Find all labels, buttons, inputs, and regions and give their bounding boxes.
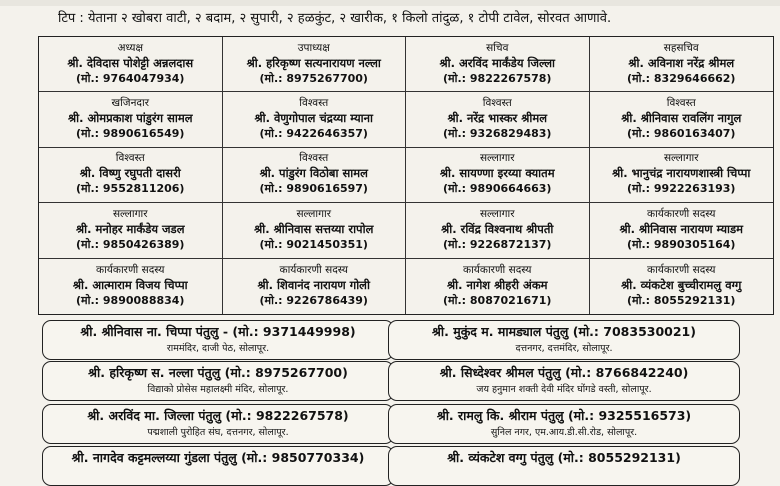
committee-name: श्री. विष्णु रघुपती दासरी	[79, 166, 181, 181]
priest-box	[42, 404, 394, 444]
priest-box	[388, 446, 740, 486]
committee-name: श्री. श्रीनिवास नारायण म्याडम	[619, 221, 744, 236]
committee-table	[38, 36, 774, 315]
priest-name-phone: श्री. सिध्देश्वर श्रीमल पंतुलु (मो.: 8766842240)	[439, 365, 689, 380]
committee-name: श्री. देविदास पोशेट्टी अन्नलदास	[67, 55, 194, 70]
priest-address: सुनिल नगर, एम.आय.डी.सी.रोड, सोलापूर.	[490, 427, 638, 438]
committee-phone: (मो.: 9021450351)	[259, 237, 368, 251]
committee-phone: (मो.: 9326829483)	[443, 127, 552, 141]
committee-cell	[590, 92, 774, 147]
priest-box	[388, 404, 740, 444]
priest-box	[388, 361, 740, 401]
committee-cell	[39, 92, 223, 147]
committee-phone: (मो.: 9922263193)	[627, 182, 736, 196]
committee-phone: (मो.: 8087021671)	[443, 293, 552, 307]
committee-cell	[406, 203, 590, 258]
committee-name: श्री. आत्माराम विजय चिप्पा	[72, 277, 188, 292]
committee-name: श्री. रविंद्र विश्वनाथ श्रीपती	[441, 221, 554, 236]
committee-role: सल्लागार	[479, 207, 515, 220]
committee-phone: (मो.: 9226786439)	[259, 293, 368, 307]
committee-phone: (मो.: 9764047934)	[76, 71, 185, 85]
instructions-note: टिप : येताना २ खोबरा वाटी, २ बदाम, २ सुपारी, २ हळकुंट, २ खारीक, १ किलो तांदुळ, १ टोपी टावेल, सोरवत आणावे.	[58, 11, 612, 26]
committee-phone: (मो.: 9422646357)	[259, 127, 368, 141]
committee-name: श्री. वेणुगोपाल चंद्रय्या म्याना	[254, 111, 374, 126]
committee-phone: (मो.: 9890616549)	[76, 127, 185, 141]
committee-role: सल्लागार	[663, 152, 699, 165]
committee-cell	[223, 37, 407, 92]
committee-phone: (मो.: 9890088834)	[76, 293, 185, 307]
committee-role: खजिनदार	[111, 97, 150, 110]
committee-role: उपाध्यक्ष	[297, 41, 330, 54]
committee-cell	[406, 92, 590, 147]
committee-cell	[590, 203, 774, 258]
committee-role: अध्यक्ष	[117, 41, 144, 54]
committee-cell	[39, 37, 223, 92]
committee-phone: (मो.: 8055292131)	[627, 293, 736, 307]
committee-phone: (मो.: 9890664663)	[443, 182, 552, 196]
committee-role: सल्लागार	[296, 207, 332, 220]
committee-role: विश्वस्त	[115, 152, 145, 165]
committee-role: विश्वस्त	[299, 97, 329, 110]
priest-name-phone: श्री. रामलु कि. श्रीराम पंतुलु (मो.: 9325516573)	[436, 408, 692, 423]
committee-cell	[406, 259, 590, 314]
priest-address: दत्तनगर, दत्तमंदिर, सोलापूर.	[515, 343, 613, 354]
committee-role: कार्यकारणी सदस्य	[647, 263, 716, 276]
committee-cell	[223, 92, 407, 147]
committee-cell	[406, 37, 590, 92]
priest-box	[388, 320, 740, 360]
committee-role: विश्वस्त	[299, 152, 329, 165]
priest-name-phone: श्री. अरविंद मा. जिल्ला पंतुलु (मो.: 9822267578)	[87, 408, 349, 423]
priest-address: राममंदिर, दाजी पेठ, सोलापूर.	[166, 343, 270, 354]
committee-cell	[39, 203, 223, 258]
committee-role: सचिव	[486, 41, 509, 54]
priest-address: जय हनुमान शक्ती देवी मंदिर घोंगडे वस्ती, सोलापूर.	[476, 384, 652, 395]
committee-role: सल्लागार	[112, 207, 148, 220]
committee-phone: (मो.: 8975267700)	[259, 71, 368, 85]
committee-name: श्री. शिवानंद नारायण गोली	[257, 277, 370, 292]
committee-name: श्री. नरेंद्र भास्कर श्रीमल	[447, 111, 548, 126]
committee-role: विश्वस्त	[482, 97, 512, 110]
committee-name: श्री. ओमप्रकाश पांडुरंग सामल	[67, 111, 193, 126]
committee-phone: (मो.: 9890305164)	[627, 237, 736, 251]
priest-box	[42, 320, 394, 360]
committee-name: श्री. श्रीनिवास रावलिंग नागुल	[621, 111, 742, 126]
committee-cell	[406, 148, 590, 203]
committee-name: श्री. अरविंद मार्कंडेय जिल्ला	[439, 55, 555, 70]
committee-name: श्री. पांडुरंग विठोबा सामल	[259, 166, 368, 181]
committee-name: श्री. भानुचंद्र नारायणशास्त्री चिप्पा	[612, 166, 751, 181]
committee-role: सहसचिव	[663, 41, 699, 54]
committee-phone: (मो.: 9850426389)	[76, 237, 185, 251]
priest-name-phone: श्री. श्रीनिवास ना. चिप्पा पंतुलु - (मो.: 9371449998)	[80, 324, 356, 339]
top-border-strip	[0, 0, 780, 6]
committee-phone: (मो.: 9552811206)	[76, 182, 185, 196]
priest-address: विद्याको प्रोसेस महालक्ष्मी मंदिर, सोलापूर.	[147, 384, 289, 395]
committee-cell	[39, 148, 223, 203]
committee-name: श्री. मनोहर मार्कंडेय जडल	[75, 221, 185, 236]
committee-name: श्री. नागेश श्रीहरी अंकम	[446, 277, 548, 292]
committee-role: कार्यकारणी सदस्य	[647, 207, 716, 220]
priest-name-phone: श्री. मुकुंद म. मामड्याल पंतुलु (मो.: 7083530021)	[432, 324, 696, 339]
committee-name: श्री. अविनाश नरेंद्र श्रीमल	[628, 55, 735, 70]
committee-cell	[223, 148, 407, 203]
committee-cell	[590, 148, 774, 203]
priest-box	[42, 361, 394, 401]
priest-address: पद्मशाली पुरोहित संघ, दत्तनगर, सोलापूर.	[147, 427, 289, 438]
committee-role: कार्यकारणी सदस्य	[463, 263, 532, 276]
priest-name-phone: श्री. नागदेव कट्टमल्लय्या गुंडला पंतुलु (मो.: 9850770334)	[71, 450, 365, 465]
priest-box	[42, 446, 394, 486]
committee-role: कार्यकारणी सदस्य	[96, 263, 165, 276]
committee-cell	[590, 259, 774, 314]
committee-name: श्री. व्यंकटेश बुच्चीरामलु वग्गु	[621, 277, 742, 292]
committee-name: श्री. हरिकृष्ण सत्यनारायण नल्ला	[246, 55, 381, 70]
committee-cell	[223, 259, 407, 314]
committee-name: श्री. सायण्णा इरय्या क्यातम	[439, 166, 555, 181]
committee-role: विश्वस्त	[666, 97, 696, 110]
committee-name: श्री. श्रीनिवास सत्तय्या रापोल	[254, 221, 374, 236]
committee-phone: (मो.: 9860163407)	[627, 127, 736, 141]
committee-cell	[39, 259, 223, 314]
committee-phone: (मो.: 9226872137)	[443, 237, 552, 251]
priest-name-phone: श्री. व्यंकटेश वग्गु पंतुलु (मो.: 8055292131)	[447, 450, 681, 465]
committee-cell	[590, 37, 774, 92]
committee-role: सल्लागार	[479, 152, 515, 165]
committee-phone: (मो.: 9890616597)	[259, 182, 368, 196]
committee-cell	[223, 203, 407, 258]
committee-phone: (मो.: 8329646662)	[627, 71, 736, 85]
committee-role: कार्यकारणी सदस्य	[279, 263, 348, 276]
committee-phone: (मो.: 9822267578)	[443, 71, 552, 85]
priest-name-phone: श्री. हरिकृष्ण स. नल्ला पंतुलु (मो.: 8975267700)	[88, 365, 348, 380]
